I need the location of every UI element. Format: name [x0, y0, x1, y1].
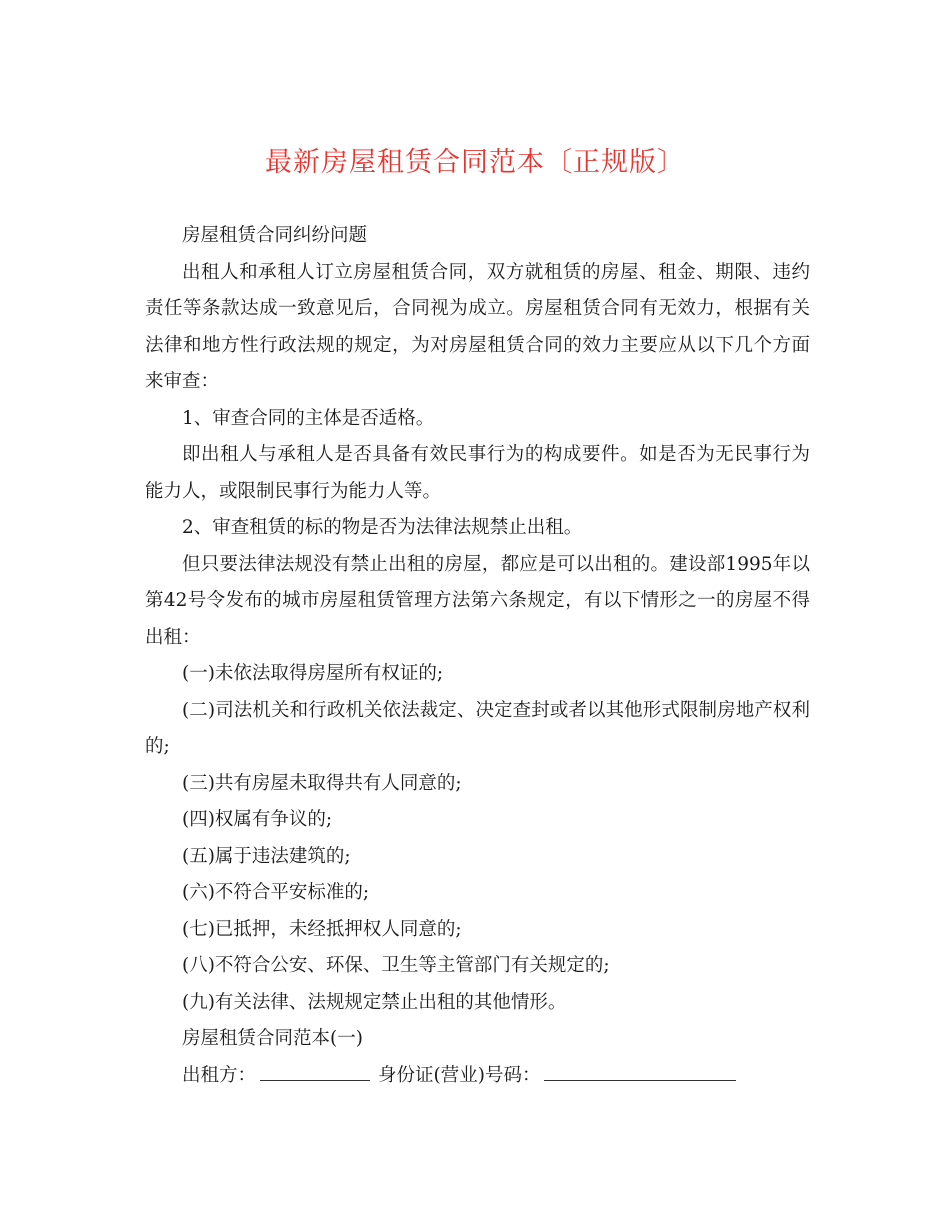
list-item: (二)司法机关和行政机关依法裁定、决定查封或者以其他形式限制房地产权利的;: [145, 699, 810, 757]
section-heading: 房屋租赁合同范本(一): [182, 1028, 363, 1049]
list-item: (一)未依法取得房屋所有权证的;: [182, 663, 444, 684]
list-item: 1、审查合同的主体是否适格。: [182, 407, 435, 429]
list-item: (九)有关法律、法规规定禁止出租的其他情形。: [182, 991, 567, 1013]
lessor-label: 出租方：: [182, 1064, 257, 1086]
paragraph: 即出租人与承租人是否具备有效民事行为的构成要件。如是否为无民事行为能力人，或限制民事行为能力人等。: [145, 444, 810, 502]
paragraph: 但只要法律法规没有禁止出租的房屋，都应是可以出租的。建设部1995年以第42号令发布的城市房屋租赁管理方法第六条规定，有以下情形之一的房屋不得出租：: [145, 553, 810, 648]
document-title: 最新房屋租赁合同范本〔正规版〕: [265, 147, 685, 178]
id-number-blank[interactable]: [544, 1062, 736, 1081]
paragraph: 出租人和承租人订立房屋租赁合同，双方就租赁的房屋、租金、期限、违约责任等条款达成一致意见后，合同视为成立。房屋租赁合同有无效力，根据有关法律和地方性行政法规的规定，为对房屋租赁合同的效力主要应从以下几个方面来审查：: [145, 261, 810, 392]
list-item: (七)已抵押，未经抵押权人同意的;: [182, 918, 462, 940]
list-item: (八)不符合公安、环保、卫生等主管部门有关规定的;: [182, 955, 610, 976]
lessor-blank[interactable]: [260, 1062, 370, 1081]
form-line: [145, 1058, 810, 1095]
list-item: (四)权属有争议的;: [182, 809, 333, 830]
list-item: (五)属于违法建筑的;: [182, 845, 351, 867]
section-heading: 房屋租赁合同纠纷问题: [182, 225, 368, 246]
list-item: 2、审查租赁的标的物是否为法律法规禁止出租。: [182, 517, 583, 538]
id-number-label: 身份证(营业)号码：: [378, 1064, 541, 1086]
list-item: (三)共有房屋未取得共有人同意的;: [182, 772, 462, 794]
list-item: (六)不符合平安标准的;: [182, 882, 370, 903]
document-body: [145, 218, 810, 1094]
